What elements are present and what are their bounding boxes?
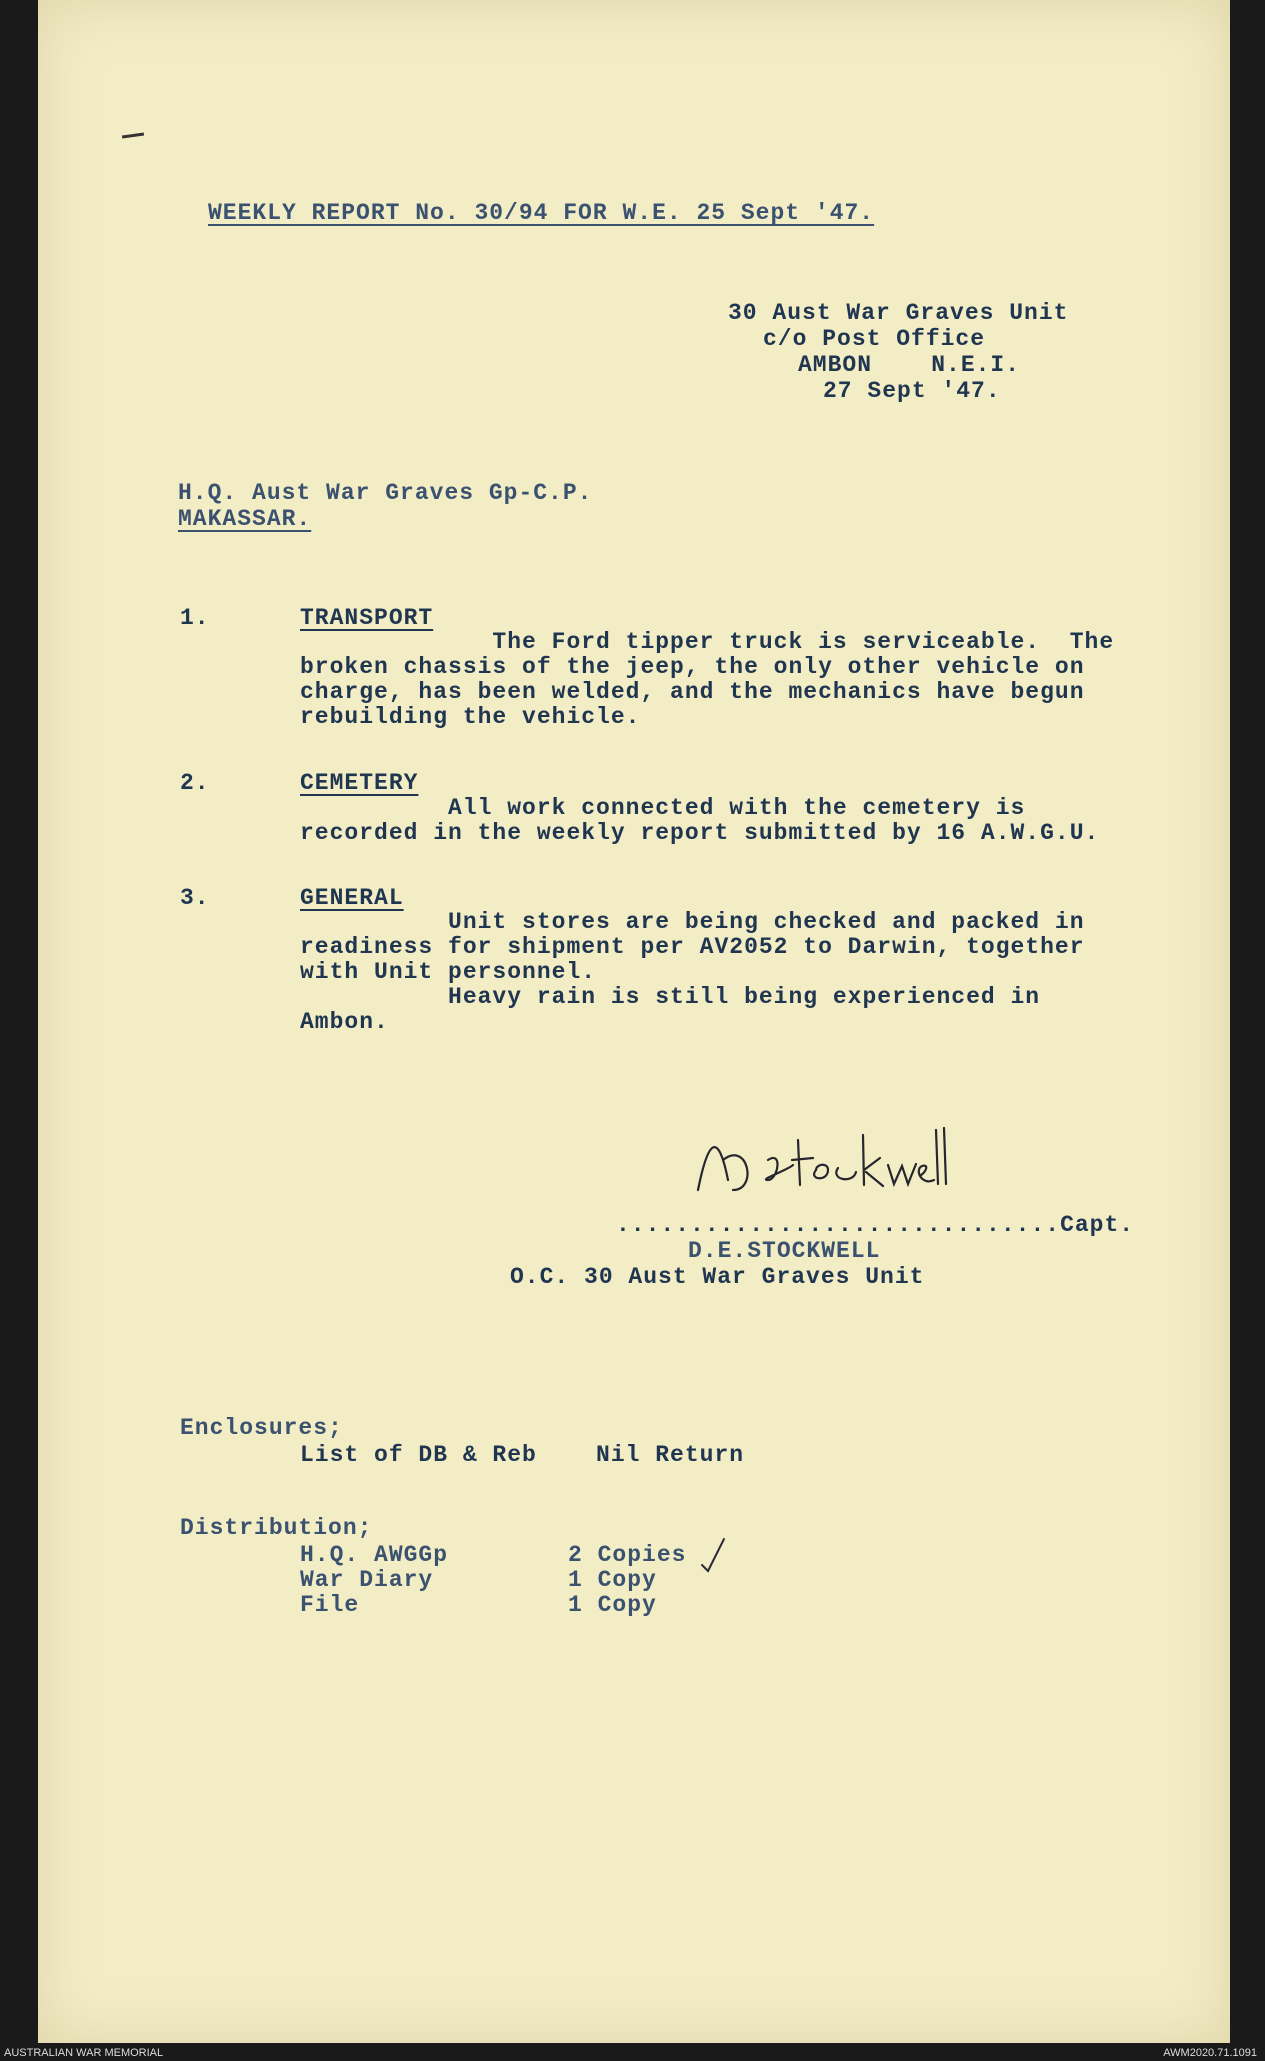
enclosures-item: List of DB & Reb Nil Return xyxy=(300,1442,745,1468)
distribution-to-1: H.Q. AWGGp xyxy=(300,1542,449,1568)
section-1-line-3: charge, has been welded, and the mechanics have begun xyxy=(300,679,1085,705)
section-3-line-1: Unit stores are being checked and packed in xyxy=(300,909,1085,935)
section-3-number: 3. xyxy=(180,885,210,911)
enclosures-label: Enclosures; xyxy=(180,1415,343,1441)
section-3-line-4: Heavy rain is still being experienced in xyxy=(300,984,1041,1010)
section-3-line-5: Ambon. xyxy=(300,1009,389,1035)
section-2-number: 2. xyxy=(180,770,210,796)
section-2-line-1: All work connected with the cemetery is xyxy=(300,795,1026,821)
sender-line-3: AMBON N.E.I. xyxy=(798,352,1021,378)
section-1-number: 1. xyxy=(180,605,210,631)
handwritten-signature xyxy=(688,1120,948,1210)
footer-left: AUSTRALIAN WAR MEMORIAL xyxy=(4,2047,164,2059)
section-1-line-2: broken chassis of the jeep, the only other vehicle on xyxy=(300,654,1085,680)
recipient-line-1: H.Q. Aust War Graves Gp-C.P. xyxy=(178,480,593,506)
signature-line: ..............................Capt. xyxy=(616,1212,1135,1238)
section-3-line-3: with Unit personnel. xyxy=(300,959,597,985)
distribution-copies-1: 2 Copies xyxy=(568,1542,687,1568)
distribution-copies-3: 1 Copy xyxy=(568,1592,657,1618)
report-title: WEEKLY REPORT No. 30/94 FOR W.E. 25 Sept '47. xyxy=(208,200,875,226)
section-3-heading: GENERAL xyxy=(300,885,404,911)
footer-right: AWM2020.71.1091 xyxy=(1163,2047,1257,2059)
distribution-to-2: War Diary xyxy=(300,1567,434,1593)
signatory-name: D.E.STOCKWELL xyxy=(688,1238,881,1264)
sender-line-2: c/o Post Office xyxy=(763,326,986,352)
section-2-heading: CEMETERY xyxy=(300,770,419,796)
section-1-line-1: The Ford tipper truck is serviceable. The xyxy=(300,629,1115,655)
section-3-line-2: readiness for shipment per AV2052 to Darwin, together xyxy=(300,934,1085,960)
sender-date: 27 Sept '47. xyxy=(823,378,1001,404)
section-1-line-4: rebuilding the vehicle. xyxy=(300,704,641,730)
sender-line-1: 30 Aust War Graves Unit xyxy=(728,300,1069,326)
signatory-title: O.C. 30 Aust War Graves Unit xyxy=(510,1264,925,1290)
distribution-label: Distribution; xyxy=(180,1515,373,1541)
recipient-line-2: MAKASSAR. xyxy=(178,506,312,532)
tick-mark xyxy=(698,1535,728,1575)
section-1-heading: TRANSPORT xyxy=(300,605,434,631)
distribution-to-3: File xyxy=(300,1592,360,1618)
distribution-copies-2: 1 Copy xyxy=(568,1567,657,1593)
margin-mark xyxy=(122,132,144,138)
document-page xyxy=(38,0,1230,2043)
section-2-line-2: recorded in the weekly report submitted by 16 A.W.G.U. xyxy=(300,820,1100,846)
